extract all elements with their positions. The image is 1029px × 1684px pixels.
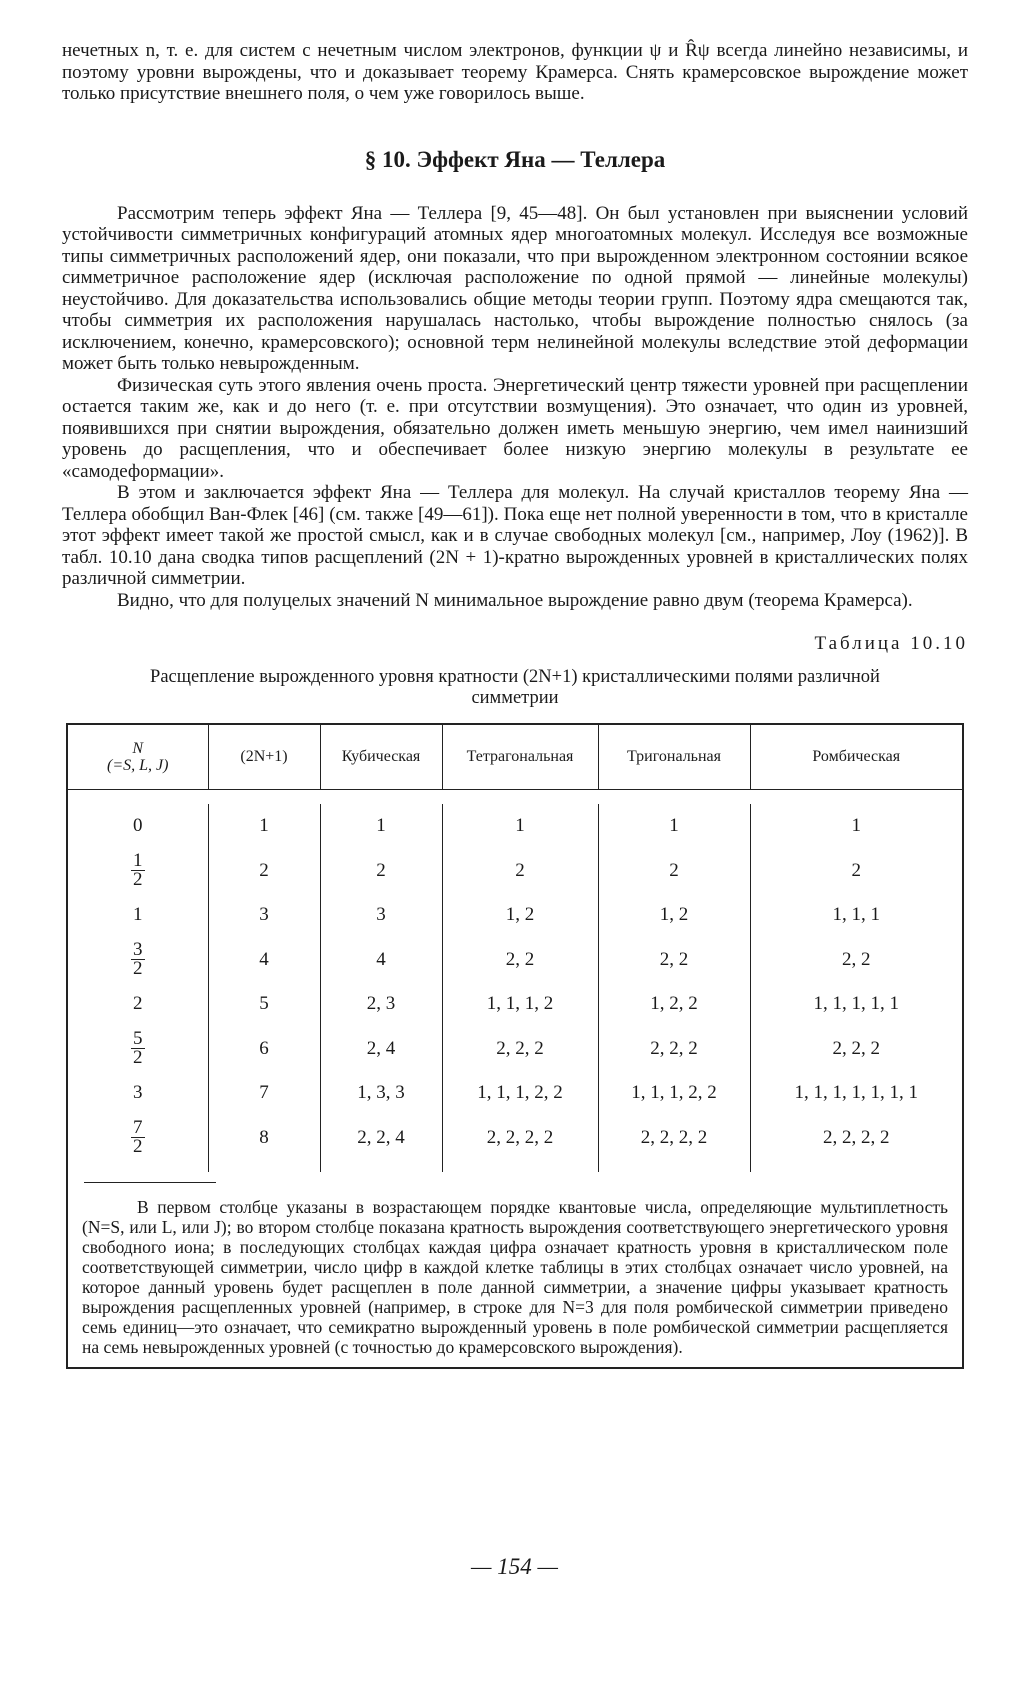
cell-n: 2 bbox=[133, 993, 143, 1015]
table-cell: 4 bbox=[208, 938, 320, 983]
paragraph: В этом и заключается эффект Яна — Теллера для молекул. На случай кристаллов теорему Яна — Теллера обобщил Ван-Флек [46] (см. также [49—61]). Пока еще нет полной уверенности в том, что в кристалле этот эффект имеет такой же простой смысл, как и в случае свободных молекул [см., например, Лоу (1962)]. В табл. 10.10 дана сводка типов расщеплений (2N + 1)-кратно вырожденных уровней в кристаллических полях различной симметрии. bbox=[62, 482, 968, 589]
fraction bbox=[131, 941, 145, 978]
table-cell: 2 bbox=[442, 849, 598, 894]
table-cell: 3 bbox=[208, 893, 320, 938]
table-cell: 2, 2, 2, 2 bbox=[750, 1116, 962, 1173]
table-label: Таблица 10.10 bbox=[814, 633, 968, 654]
table-cell: 2, 3 bbox=[320, 982, 442, 1027]
table-footnote bbox=[68, 1183, 962, 1367]
table-row bbox=[68, 1116, 962, 1173]
fraction-denominator: 2 bbox=[133, 958, 143, 980]
cell-n: 1 bbox=[133, 904, 143, 926]
table-row bbox=[68, 804, 962, 849]
table-cell: 2, 2 bbox=[750, 938, 962, 983]
table-cell: 2 bbox=[750, 849, 962, 894]
cell-n: 3 bbox=[133, 1082, 143, 1104]
header-cubic: Кубическая bbox=[320, 725, 442, 790]
table-caption: Расщепление вырожденного уровня кратности (2N+1) кристаллическими полями различной симметрии bbox=[150, 667, 880, 708]
page-number: — 154 — bbox=[471, 1554, 558, 1579]
table-row bbox=[68, 893, 962, 938]
top-paragraph: нечетных n, т. е. для систем с нечетным числом электронов, функции ψ и R̂ψ всегда линейно независимы, и поэтому уровни вырождены, что и доказывает теорему Крамерса. Снять крамерсовское вырождение может только присутствие внешнего поля, о чем уже говорилось выше. bbox=[62, 40, 968, 104]
table-cell: 1 bbox=[598, 804, 750, 849]
table-cell: 6 bbox=[208, 1027, 320, 1072]
fraction-numerator: 3 bbox=[133, 939, 143, 961]
header-n bbox=[68, 725, 208, 790]
table-row bbox=[68, 1071, 962, 1116]
table-cell: 4 bbox=[320, 938, 442, 983]
table-cell: 2, 2, 2 bbox=[442, 1027, 598, 1072]
table-row bbox=[68, 849, 962, 894]
table-cell: 1 bbox=[442, 804, 598, 849]
paragraph: Видно, что для полуцелых значений N минимальное вырождение равно двум (теорема Крамерса). bbox=[117, 589, 913, 611]
table-body bbox=[68, 790, 962, 1173]
page-content bbox=[62, 40, 968, 1369]
table-cell: 2, 2 bbox=[598, 938, 750, 983]
table-cell: 1, 1, 1, 2, 2 bbox=[442, 1071, 598, 1116]
table-cell: 1, 2 bbox=[598, 893, 750, 938]
paragraph: Физическая суть этого явления очень проста. Энергетический центр тяжести уровней при расщеплении остается таким же, как и до него (т. е. при отсутствии возмущения). Это означает, что один из уровней, появившихся при снятии вырождения, обязательно должен иметь меньшую энергию, чем имел наинизший уровень до расщепления, что и обеспечивает более низкую энергию молекулы в результате ее «самодеформации». bbox=[62, 374, 968, 482]
section-title: § 10. Эффект Яна — Теллера bbox=[364, 146, 666, 172]
fraction-numerator: 1 bbox=[133, 850, 143, 872]
table-cell: 1, 1, 1, 2 bbox=[442, 982, 598, 1027]
fraction-denominator: 2 bbox=[133, 869, 143, 891]
cell-n: 0 bbox=[133, 815, 143, 837]
table-row bbox=[68, 1027, 962, 1072]
table-cell: 2, 2, 2 bbox=[750, 1027, 962, 1072]
table-cell: 7 bbox=[208, 1071, 320, 1116]
cell-n bbox=[68, 1027, 208, 1072]
table-cell: 1 bbox=[320, 804, 442, 849]
table-cell: 1, 1, 1 bbox=[750, 893, 962, 938]
header-trigonal: Тригональная bbox=[598, 725, 750, 790]
header-rhombic: Ромбическая bbox=[750, 725, 962, 790]
table-frame bbox=[66, 723, 964, 1369]
table-cell: 3 bbox=[320, 893, 442, 938]
table-cell: 2, 4 bbox=[320, 1027, 442, 1072]
table-header-row bbox=[68, 725, 962, 790]
footnote-text: В первом столбце указаны в возрастающем порядке квантовые числа, определяющие мультиплетность (N=S, или L, или J); во втором столбце показана кратность вырождения соответствующего энергетического уровня свободного иона; в последующих столбцах каждая цифра означает кратность уровня в кристаллическом поле соответствующей симметрии, число цифр в каждой клетке таблицы в этих столбцах означает число уровней, на которое данный уровень будет расщеплен в поле данной симметрии, а значение цифры указывает кратность вырождения расщепленных уровней (например, в строке для N=3 для поля ромбической симметрии приведено семь единиц—это означает, что семикратно вырожденный уровень в поле ромбической симметрии расщепляется на семь невырожденных уровней (с точностью до крамерсовского вырождения). bbox=[82, 1197, 948, 1357]
table-cell: 2 bbox=[598, 849, 750, 894]
header-tetragonal: Тетрагональная bbox=[442, 725, 598, 790]
table-cell: 2, 2 bbox=[442, 938, 598, 983]
splitting-table bbox=[68, 725, 962, 1172]
header-n-symbol: N bbox=[132, 740, 144, 757]
cell-n bbox=[68, 938, 208, 983]
table-cell: 2, 2, 2, 2 bbox=[598, 1116, 750, 1173]
paragraph: Рассмотрим теперь эффект Яна — Теллера [9, 45—48]. Он был установлен при выяснении условий устойчивости симметричных конфигураций атомных ядер многоатомных молекул. Исследуя все возможные типы симметричных расположений ядер, они показали, что при вырожденном электронном состоянии всякое симметричное расположение ядер (исключая расположение по одной прямой — линейные молекулы) неустойчиво. Для доказательства использовались общие методы теории групп. Поэтому ядра смещаются так, чтобы симметрия их расположения нарушалась настолько, чтобы вырождение полностью снялось (за исключением, конечно, крамерсовского); основной терм нелинейной молекулы вследствие этой деформации может быть только невырожденным. bbox=[62, 202, 968, 374]
table-cell: 1, 3, 3 bbox=[320, 1071, 442, 1116]
table-cell: 2, 2, 2, 2 bbox=[442, 1116, 598, 1173]
table-row bbox=[68, 938, 962, 983]
header-n-meaning: (=S, L, J) bbox=[107, 757, 169, 774]
table-cell: 8 bbox=[208, 1116, 320, 1173]
table-cell: 2 bbox=[208, 849, 320, 894]
fraction-numerator: 5 bbox=[133, 1028, 143, 1050]
table-cell: 1, 2, 2 bbox=[598, 982, 750, 1027]
table-cell: 1, 2 bbox=[442, 893, 598, 938]
fraction-denominator: 2 bbox=[133, 1136, 143, 1158]
cell-n bbox=[68, 1116, 208, 1173]
table-cell: 5 bbox=[208, 982, 320, 1027]
table-cell: 1, 1, 1, 1, 1, 1, 1 bbox=[750, 1071, 962, 1116]
fraction bbox=[131, 1030, 145, 1067]
table-cell: 1, 1, 1, 1, 1 bbox=[750, 982, 962, 1027]
table-cell: 1 bbox=[750, 804, 962, 849]
table-cell: 2, 2, 2 bbox=[598, 1027, 750, 1072]
cell-n bbox=[68, 849, 208, 894]
header-multiplicity: (2N+1) bbox=[208, 725, 320, 790]
table-cell: 2 bbox=[320, 849, 442, 894]
table-cell: 1 bbox=[208, 804, 320, 849]
fraction bbox=[131, 1119, 145, 1156]
table-cell: 1, 1, 1, 2, 2 bbox=[598, 1071, 750, 1116]
fraction-denominator: 2 bbox=[133, 1047, 143, 1069]
table-cell: 2, 2, 4 bbox=[320, 1116, 442, 1173]
fraction-numerator: 7 bbox=[133, 1117, 143, 1139]
fraction bbox=[131, 852, 145, 889]
table-row bbox=[68, 982, 962, 1027]
